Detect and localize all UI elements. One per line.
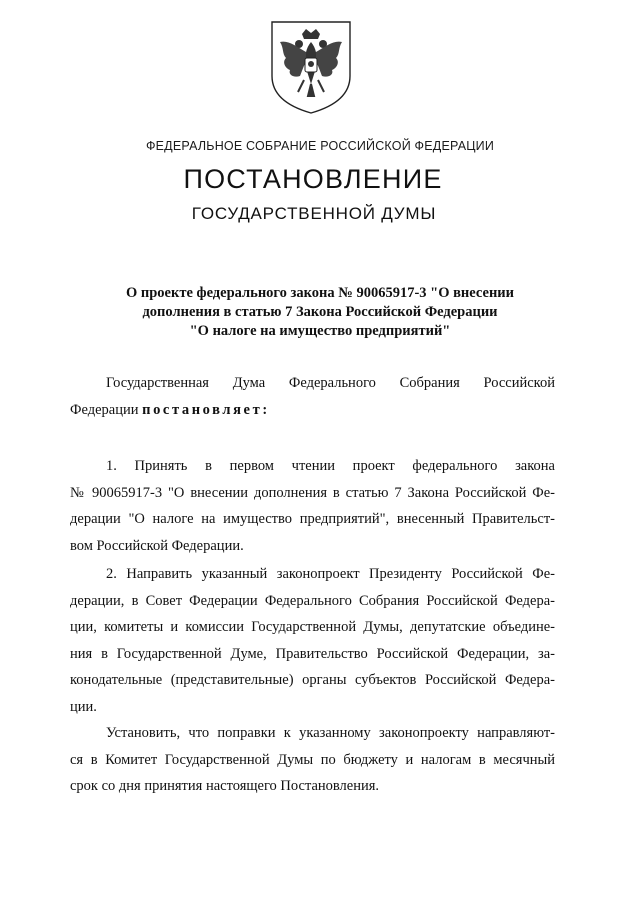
paragraph-line: ния в Государственной Думе, Правительство Российской Федерации, за- (70, 645, 555, 662)
resolution-subject (100, 284, 540, 341)
paragraph-line: ции, комитеты и комиссии Государственной Думы, депутатские объедине- (70, 619, 555, 635)
paragraph-line: вом Российской Федерации. (70, 537, 244, 554)
paragraph-line: ции. (70, 698, 97, 715)
subject-line: дополнения в статью 7 Закона Российской Федерации (142, 304, 498, 320)
decree-keyword: постановляет: (142, 401, 270, 418)
subject-line: О проекте федерального закона № 90065917-3 "О внесении (125, 285, 515, 301)
paragraph-line: 1. Принять в первом чтении проект федерального закона (106, 458, 555, 474)
paragraph-line (70, 397, 555, 424)
paragraph-line: № 90065917-3 "О внесении дополнения в статью 7 Закона Российской Фе- (70, 484, 555, 501)
document-type-title: ПОСТАНОВЛЕНИЕ (183, 164, 443, 194)
final-paragraph (70, 720, 555, 800)
assembly-name: ФЕДЕРАЛЬНОЕ СОБРАНИЕ РОССИЙСКОЙ ФЕДЕРАЦИИ (145, 139, 495, 153)
paragraph-line: срок со дня принятия настоящего Постановления. (70, 778, 380, 794)
paragraph-line: конодательные (представительные) органы субъектов Российской Федера- (70, 672, 555, 688)
item-1-paragraph (70, 453, 555, 559)
coat-of-arms-emblem (268, 18, 354, 116)
paragraph-line: 2. Направить указанный законопроект Президенту Российской Фе- (106, 566, 555, 582)
preamble-paragraph (70, 370, 555, 423)
russian-coat-of-arms-icon (268, 18, 354, 116)
paragraph-line: ся в Комитет Государственной Думы по бюджету и налогам в месячный (70, 751, 555, 768)
paragraph-line: Государственная Дума Федерального Собрания Российской (106, 375, 555, 391)
subject-line: "О налоге на имущество предприятий" (189, 323, 451, 339)
paragraph-line: дерации "О налоге на имущество предприятий", внесенный Правительст- (70, 511, 555, 527)
preamble-prefix: Федерации (70, 401, 143, 418)
paragraph-line: Установить, что поправки к указанному законопроекту направляют- (106, 725, 555, 741)
item-2-paragraph (70, 561, 555, 720)
issuer-name: ГОСУДАРСТВЕННОЙ ДУМЫ (191, 204, 437, 223)
paragraph-line: дерации, в Совет Федерации Федерального Собрания Российской Федера- (70, 592, 555, 609)
